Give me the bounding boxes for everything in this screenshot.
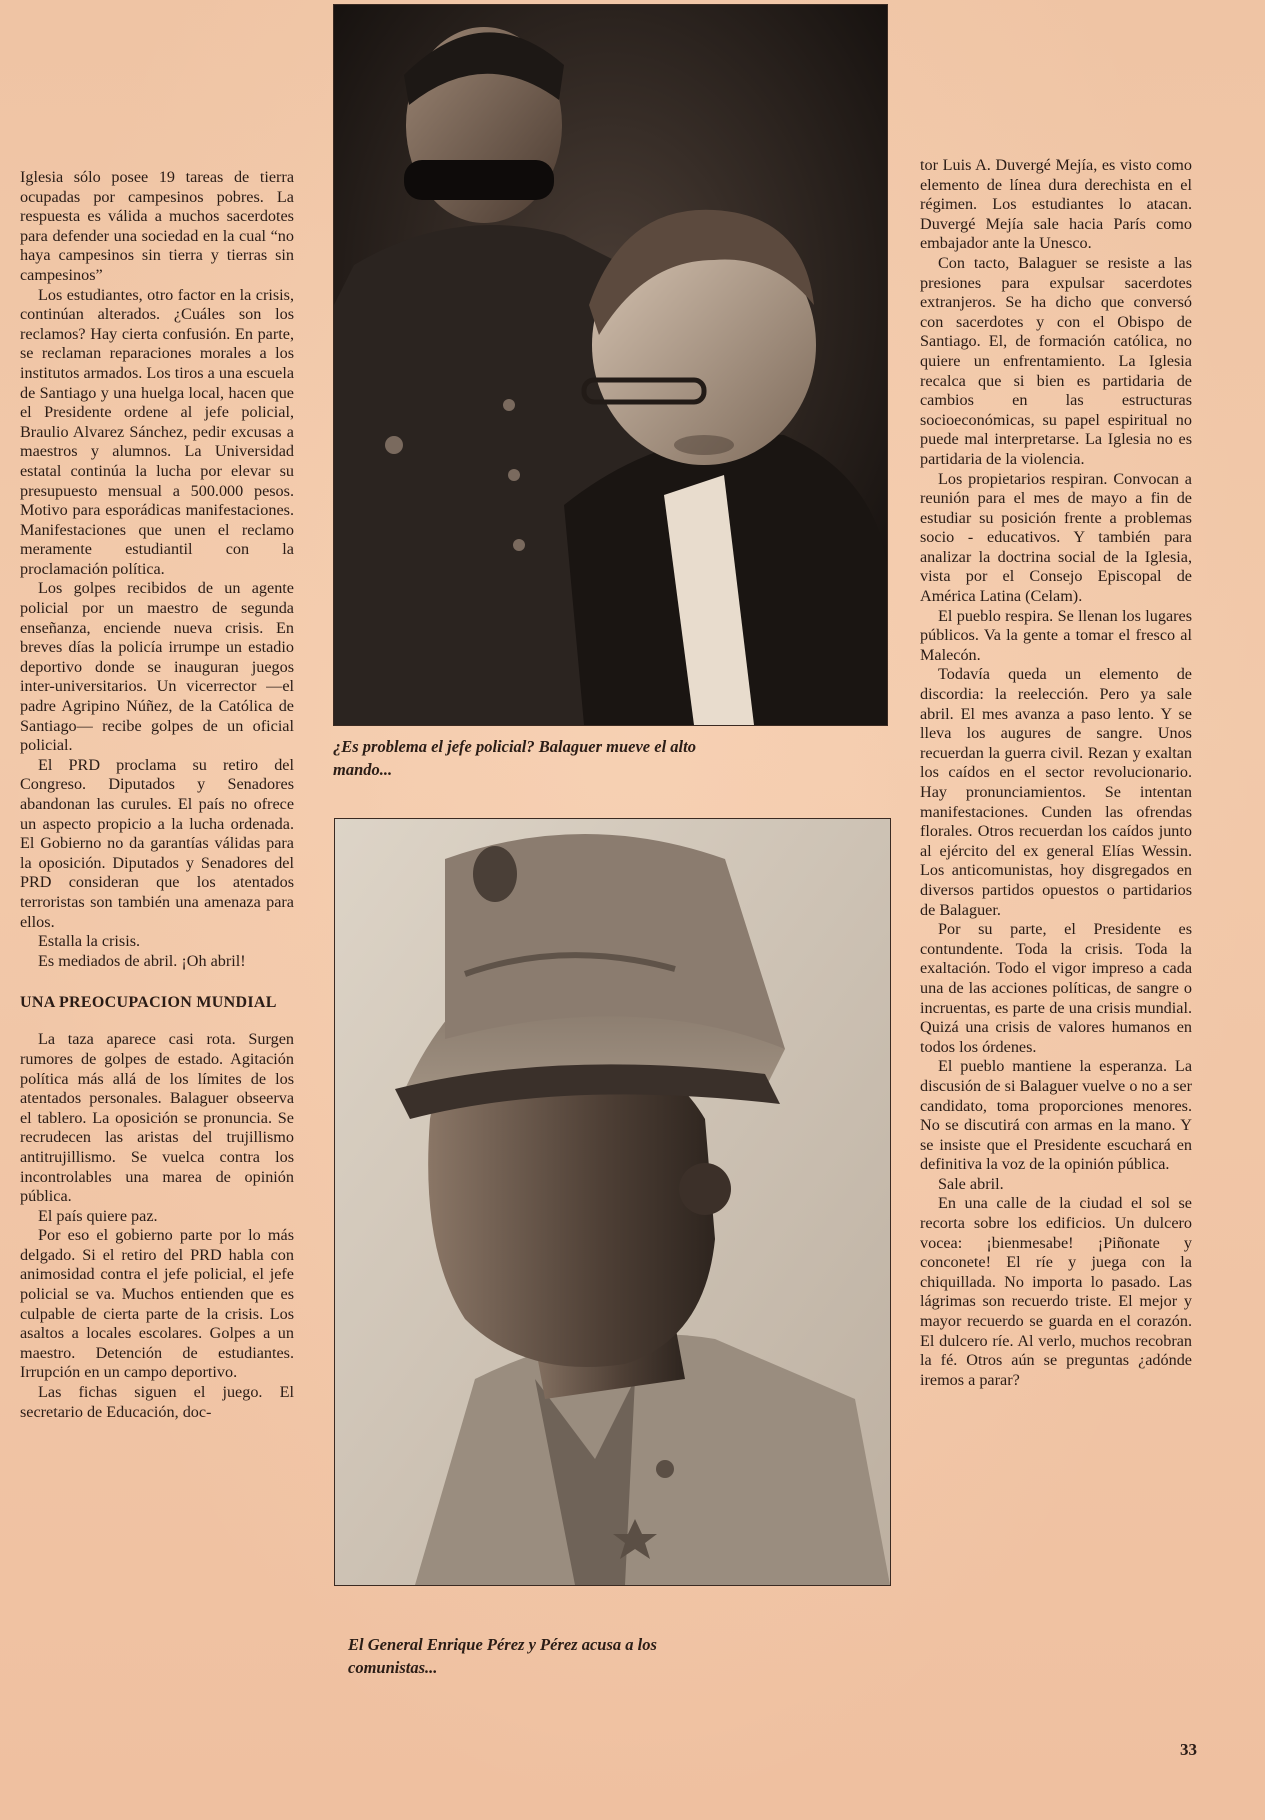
left-column-paragraphs-bottom [20,1030,294,1422]
page-number: 33 [1180,1740,1197,1759]
paragraph: Las fichas siguen el juego. El secretario de Educación, doc- [20,1383,294,1421]
paragraph: Iglesia sólo posee 19 tareas de tierra ocupadas por campesinos pobres. La respuesta es válida a muchos sacerdotes para defender una sociedad en la cual “no haya campesinos sin tierra y tierras sin campesinos” [20,168,294,284]
section-heading: UNA PREOCUPACION MUNDIAL [20,994,277,1012]
photo-balaguer-and-officer [333,4,888,726]
paragraph: Los propietarios respiran. Convocan a reunión para el mes de mayo a fin de estudiar su posición frente a problemas socio - educativos. Y también para analizar la doctrina social de la Iglesia, vista por el Consejo Episcopal de América Latina (Celam). [920,469,1192,606]
paragraph: El PRD proclama su retiro del Congreso. Diputados y Senadores abandonan las curules. El país no ofrece un aspecto propicio a la lucha ordenada. El Gobierno no da garantías válidas para la oposición. Diputados y Senadores del PRD consideran que los atentados terroristas son también una amenaza para ellos. [20,755,294,931]
paragraph: Estalla la crisis. [38,932,141,951]
paragraph: Todavía queda un elemento de discordia: la reelección. Pero ya sale abril. El mes avanza a paso lento. Y se lleva los augures de sangre. Unos recuerdan la guerra civil. Rezan y exaltan los caídos en el sector revolucionario. Hay pronunciamientos. Se intentan manifestaciones. Cunden las ofrendas florales. Otros recuerdan los caídos junto al ejército del ex general Elías Wessin. Los anticomunistas, hoy disgregados en diversos partidos opuestos o partidarios de Balaguer. [920,665,1192,919]
paragraph: Los golpes recibidos de un agente policial por un maestro de segunda enseñanza, enciende nueva crisis. En breves días la policía irrumpe un estadio deportivo donde se inauguran juegos inter-universitarios. Un vicerrector —el padre Agripino Núñez, de la Católica de Santiago— recibe golpes de un oficial policial. [20,579,294,755]
paragraph: Con tacto, Balaguer se resiste a las presiones para expulsar sacerdotes extranjeros. Se ha dicho que conversó con sacerdotes y con el Obispo de Santiago. El, de formación católica, no quiere un enfrentamiento. La Iglesia recalca que si bien es partidaria de cambios en las estructuras socioeconómicas, su papel espiritual no puede mal interpretarse. La Iglesia no es partidaria de la violencia. [920,253,1192,468]
paragraph: En una calle de la ciudad el sol se recorta sobre los edificios. Un dulcero vocea: ¡bienmesabe! ¡Piñonate y conconete! El ríe y juega con la chiquillada. No importa lo pasado. Las lágrimas son recuerdo triste. El mejor y mayor recuerdo se guarda en el corazón. El dulcero ríe. Al verlo, muchos recobran la fé. Otros aún se preguntas ¿adónde iremos a parar? [920,1194,1192,1389]
paragraph: Por su parte, el Presidente es contundente. Toda la crisis. Toda la exaltación. Todo el vigor impreso a cada una de las acciones políticas, de sangre o incruentas, es parte de una crisis mundial. Quizá una crisis de valores humanos en todos los órdenes. [920,920,1192,1056]
right-text-column [920,156,1192,1390]
paragraph: Por eso el gobierno parte por lo más delgado. Si el retiro del PRD habla con animosidad contra el jefe policial, el jefe policial se va. Muchos entienden que es culpable de cierta parte de la crisis. Los asaltos a locales escolares. Golpes a un maestro. Detención de estudiantes. Irrupción en un campo deportivo. [20,1226,294,1382]
paragraph: Es mediados de abril. ¡Oh abril! [38,951,246,970]
paragraph: tor Luis A. Duvergé Mejía, es visto como elemento de línea dura derechista en el régimen. Los estudiantes lo atacan. Duvergé Mejía sale hacia París como embajador ante la Unesco. [920,156,1192,253]
left-text-column [20,168,294,1422]
caption-top: ¿Es problema el jefe policial? Balaguer mueve el alto mando... [333,737,696,779]
left-column-paragraphs-top [20,168,294,971]
caption-bottom: El General Enrique Pérez y Pérez acusa a los comunistas... [348,1635,657,1677]
photo-general-perez [334,818,891,1586]
paragraph: La taza aparece casi rota. Surgen rumores de golpes de estado. Agitación política más allá de los límites de los atentados personales. Balaguer obseerva el tablero. La oposición se pronuncia. Se recrudecen las aristas del trujillismo antitrujillismo. Se vuelca contra los incontrolables una marea de opinión pública. [20,1030,294,1206]
paragraph: El pueblo respira. Se llenan los lugares públicos. Va la gente a tomar el fresco al Malecón. [920,606,1192,664]
paragraph: El país quiere paz. [38,1206,158,1225]
paragraph: El pueblo mantiene la esperanza. La discusión de si Balaguer vuelve o no a ser candidato, toma proporciones menores. No se discutirá con armas en la mano. Y se insiste que el Presidente escuchará en definitiva la voz de la opinión pública. [920,1057,1192,1174]
paragraph: Sale abril. [938,1174,1004,1193]
paragraph: Los estudiantes, otro factor en la crisis, continúan alterados. ¿Cuáles son los reclamos? Hay cierta confusión. En parte, se reclaman reparaciones morales a los institutos armados. Los tiros a una escuela de Santiago y una huelga local, hacen que el Presidente ordene al jefe policial, Braulio Alvarez Sánchez, pedir excusas a maestros y alumnos. La Universidad estatal continúa la lucha por elevar su presupuesto mensual a 500.000 pesos. Motivo para esporádicas manifestaciones. Manifestaciones que unen el reclamo meramente estudiantil con la proclamación política. [20,285,294,578]
